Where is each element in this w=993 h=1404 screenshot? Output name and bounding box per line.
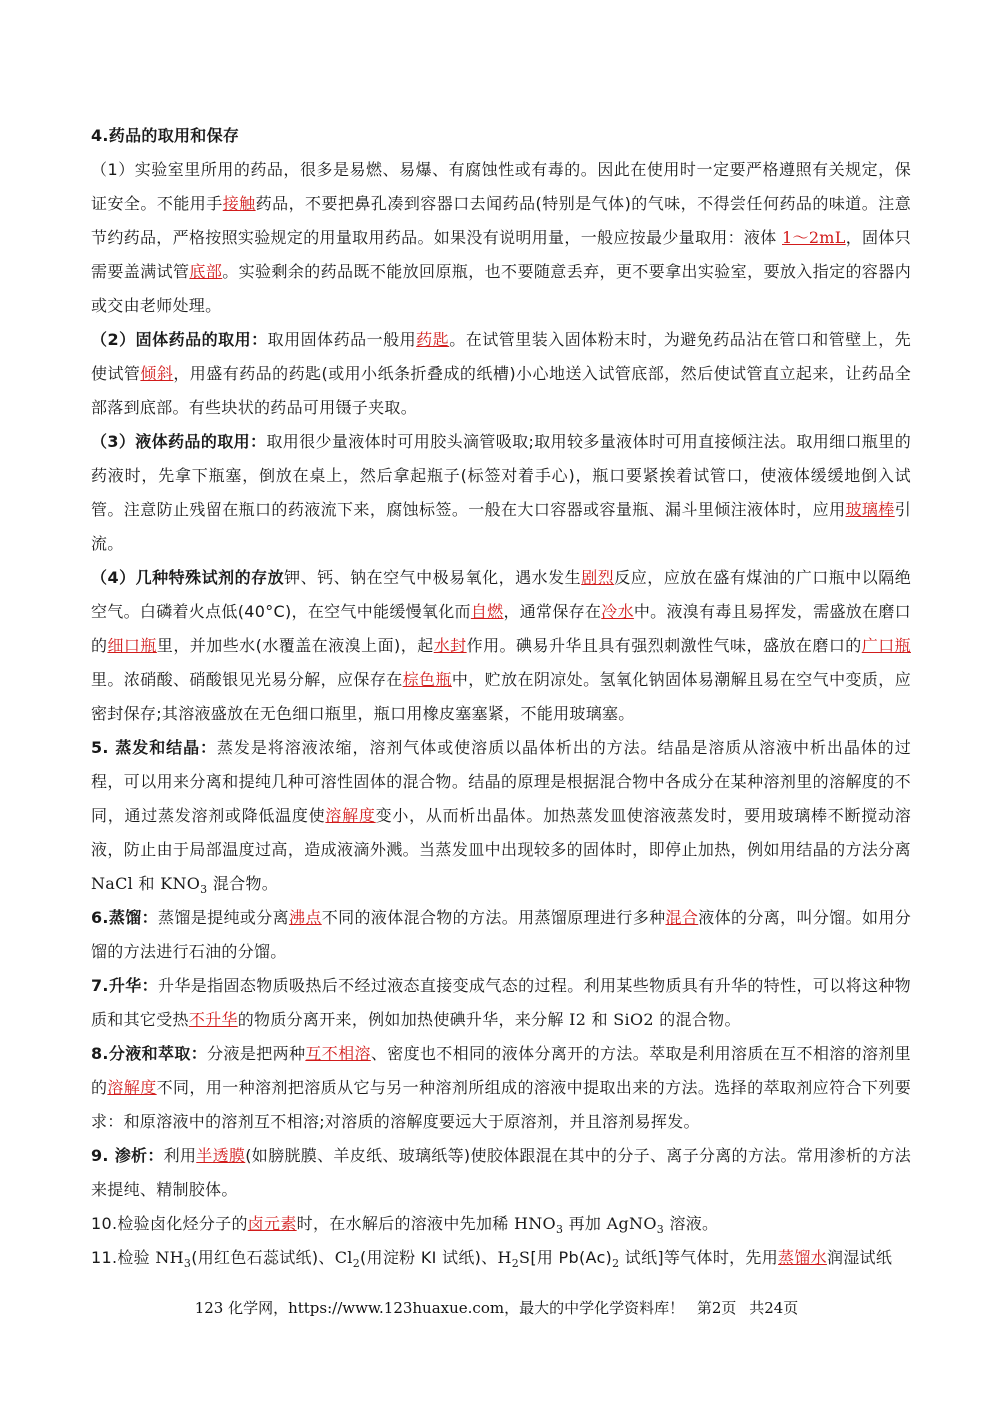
answer-blank: 棕色瓶 <box>402 670 452 689</box>
answer-blank: 水封 <box>433 636 467 655</box>
answer-blank: 接触 <box>222 194 256 213</box>
answer-blank: 互不相溶 <box>305 1044 371 1063</box>
footer-site-text: 123 化学网，https://www.123huaxue.com，最大的中学化学资料库！ <box>194 1299 685 1317</box>
page-footer <box>0 1297 993 1318</box>
section-9-title: 9. 渗析： <box>91 1146 164 1165</box>
answer-blank: 1～2mL <box>782 228 846 247</box>
section-4-paragraph-3: （3）液体药品的取用：取用很少量液体时可用胶头滴管吸取;取用较多量液体时可用直接倾注法。取用细口瓶里的药液时，先拿下瓶塞，倒放在桌上，然后拿起瓶子(标签对着手心)，瓶口要紧挨着试管口，使液体缓缓地倒入试管。注意防止残留在瓶口的药液流下来，腐蚀标签。一般在大口容器或容量瓶、漏斗里倾注液体时，应用玻璃棒引流。 <box>91 432 911 553</box>
footer-page-number: 第2页 <box>696 1299 737 1317</box>
answer-blank: 底部 <box>189 262 223 281</box>
section-8-title: 8.分液和萃取： <box>91 1044 208 1063</box>
section-8: 8.分液和萃取：分液是把两种互不相溶、密度也不相同的液体分离开的方法。萃取是利用溶质在互不相溶的溶剂里的溶解度不同，用一种溶剂把溶质从它与另一种溶剂所组成的溶液中提取出来的方法。选择的萃取剂应符合下列要求：和原溶液中的溶剂互不相溶;对溶质的溶解度要远大于原溶剂，并且溶剂易挥发。 <box>91 1044 911 1131</box>
answer-blank: 自燃 <box>470 602 504 621</box>
footer-total-pages: 共24页 <box>749 1299 799 1317</box>
answer-blank: 药匙 <box>416 330 450 349</box>
section-5: 5. 蒸发和结晶：蒸发是将溶液浓缩，溶剂气体或使溶质以晶体析出的方法。结晶是溶质从溶液中析出晶体的过程，可以用来分离和提纯几种可溶性固体的混合物。结晶的原理是根据混合物中各成分在某种溶剂里的溶解度的不同，通过蒸发溶剂或降低温度使溶解度变小，从而析出晶体。加热蒸发皿使溶液蒸发时，要用玻璃棒不断搅动溶液，防止由于局部温度过高，造成液滴外溅。当蒸发皿中出现较多的固体时，即停止加热，例如用结晶的方法分离 NaCl 和 $KNO_3$ 混合物。 <box>91 738 912 897</box>
section-9: 9. 渗析：利用半透膜(如膀胱膜、羊皮纸、玻璃纸等)使胶体跟混在其中的分子、离子分离的方法。常用渗析的方法来提纯、精制胶体。 <box>91 1146 911 1199</box>
answer-blank: 冷水 <box>601 602 634 621</box>
answer-blank: 沸点 <box>288 908 322 927</box>
answer-blank: 半透膜 <box>196 1146 246 1165</box>
section-4-paragraph-4: （4）几种特殊试剂的存放钾、钙、钠在空气中极易氧化，遇水发生剧烈反应，应放在盛有煤油的广口瓶中以隔绝空气。白磷着火点低(40°C)，在空气中能缓慢氧化而自燃，通常保存在冷水中。液溴有毒且易挥发，需盛放在磨口的细口瓶里，并加些水(水覆盖在液溴上面)，起水封作用。碘易升华且具有强烈刺激性气味，盛放在磨口的广口瓶里。浓硝酸、硝酸银见光易分解，应保存在棕色瓶中，贮放在阴凉处。氢氧化钠固体易潮解且易在空气中变质，应密封保存;其溶液盛放在无色细口瓶里，瓶口用橡皮塞塞紧，不能用玻璃塞。 <box>91 568 912 723</box>
answer-blank: 卤元素 <box>247 1214 297 1233</box>
item-11: 11.检验 $NH_3$(用红色石蕊试纸)、$Cl_2$(用淀粉 KI 试纸)、$H_2S$[用 $Pb(Ac)_2$ 试纸]等气体时，先用蒸馏水润湿试纸 <box>91 1248 893 1271</box>
section-7-title: 7.升华： <box>91 976 158 995</box>
answer-blank: 细口瓶 <box>107 636 157 655</box>
answer-blank: 不升华 <box>188 1010 238 1029</box>
answer-blank: 玻璃棒 <box>845 500 895 519</box>
answer-blank: 倾斜 <box>140 364 174 383</box>
answer-blank: 混合 <box>665 908 699 927</box>
subheading: （2）固体药品的取用： <box>91 330 268 349</box>
answer-blank: 溶解度 <box>325 806 376 825</box>
item-10: 10.检验卤化烃分子的卤元素时，在水解后的溶液中先加稀 $HNO_3$ 再加 AgNO$_3$ 溶液。 <box>91 1214 719 1237</box>
section-4-paragraph-1: （1）实验室里所用的药品，很多是易燃、易爆、有腐蚀性或有毒的。因此在使用时一定要严格遵照有关规定，保证安全。不能用手接触药品，不要把鼻孔凑到容器口去闻药品(特别是气体)的气味，不得尝任何药品的味道。注意节约药品，严格按照实验规定的用量取用药品。如果没有说明用量，一般应按最少量取用：液体 1～2mL，固体只需要盖满试管底部。实验剩余的药品既不能放回原瓶，也不要随意丢弃，更不要拿出实验室，要放入指定的容器内或交由老师处理。 <box>91 160 911 315</box>
section-5-title: 5. 蒸发和结晶： <box>91 738 217 757</box>
subheading: （4）几种特殊试剂的存放 <box>91 568 285 587</box>
answer-blank: 蒸馏水 <box>778 1248 827 1267</box>
section-6-title: 6.蒸馏： <box>91 908 158 927</box>
answer-blank: 溶解度 <box>107 1078 157 1097</box>
section-4-title: 4.药品的取用和保存 <box>91 126 240 145</box>
section-7: 7.升华：升华是指固态物质吸热后不经过液态直接变成气态的过程。利用某些物质具有升华的特性，可以将这种物质和其它受热不升华的物质分离开来，例如加热使碘升华，来分解 I2 和 SiO2 的混合物。 <box>91 976 911 1029</box>
section-6: 6.蒸馏：蒸馏是提纯或分离沸点不同的液体混合物的方法。用蒸馏原理进行多种混合液体的分离，叫分馏。如用分馏的方法进行石油的分馏。 <box>91 908 911 961</box>
subheading: （3）液体药品的取用： <box>91 432 267 451</box>
section-4-paragraph-2: （2）固体药品的取用：取用固体药品一般用药匙。在试管里装入固体粉末时，为避免药品沾在管口和管壁上，先使试管倾斜，用盛有药品的药匙(或用小纸条折叠成的纸槽)小心地送入试管底部，然后使试管直立起来，让药品全部落到底部。有些块状的药品可用镊子夹取。 <box>91 330 912 417</box>
answer-blank: 剧烈 <box>581 568 615 587</box>
answer-blank: 广口瓶 <box>861 636 911 655</box>
document-body <box>91 119 911 1275</box>
